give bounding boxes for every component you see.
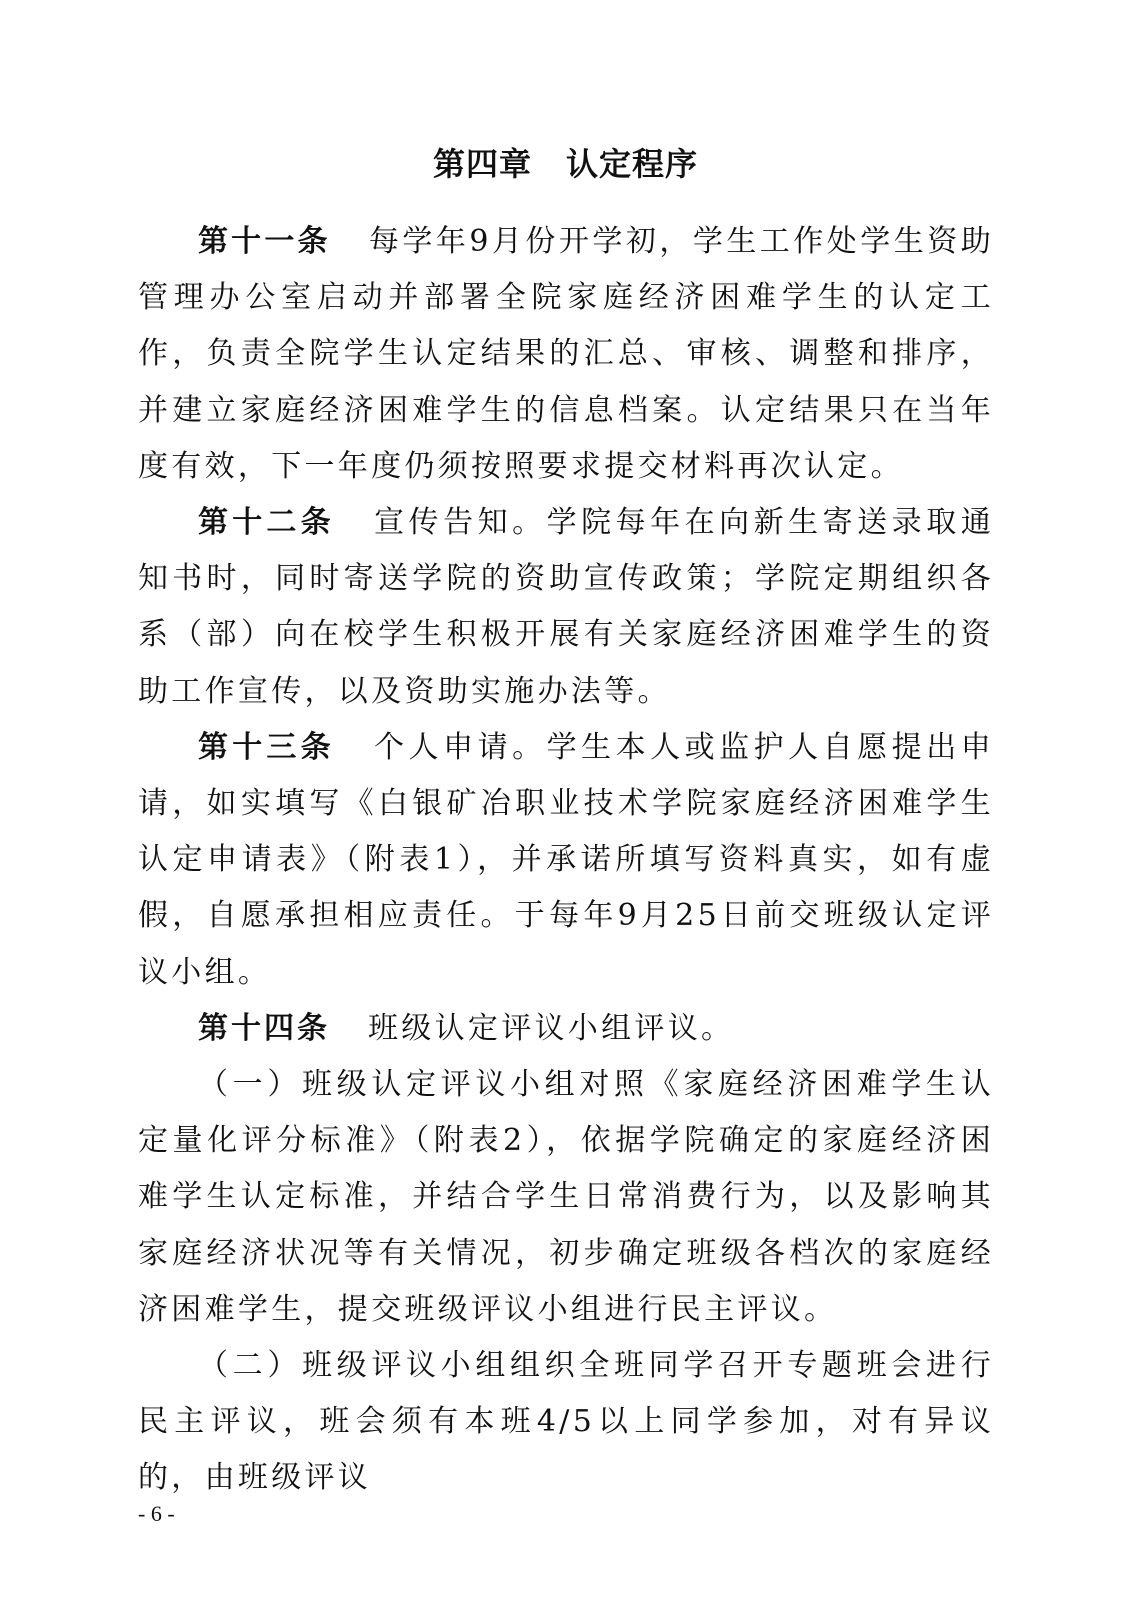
- article-13: [138, 720, 994, 1001]
- chapter-name: 认定程序: [566, 145, 699, 183]
- article-text: 每学年9月份开学初，学生工作处学生资助管理办公室启动并部署全院家庭经济困难学生的认定工作，负责全院学生认定结果的汇总、审核、调整和排序，并建立家庭经济困难学生的信息档案。认定结果只在当年度有效，下一年度仍须按照要求提交材料再次认定。: [138, 224, 994, 484]
- clause-paragraph: （二）班级评议小组组织全班同学召开专题班会进行民主评议，班会须有本班4/5以上同学参加，对有异议的，由班级评议: [138, 1348, 994, 1496]
- article-12: [138, 495, 994, 720]
- document-body: [138, 214, 994, 1507]
- chapter-number: 第四章: [432, 145, 532, 183]
- article-14: [138, 1001, 994, 1057]
- page-number: - 6 -: [138, 1501, 175, 1526]
- article-label: 第十四条: [198, 1010, 330, 1046]
- article-label: 第十一条: [198, 224, 331, 259]
- article-label: 第十二条: [198, 505, 335, 541]
- article-text: 宣传告知。学院每年在向新生寄送录取通知书时，同时寄送学院的资助宣传政策；学院定期组织各系（部）向在校学生积极开展有关家庭经济困难学生的资助工作宣传，以及资助实施办法等。: [138, 505, 995, 709]
- chapter-title: [0, 142, 1131, 186]
- article-text: 班级认定评议小组评议。: [368, 1010, 735, 1046]
- article-11: [138, 214, 994, 495]
- article-text: 个人申请。学生本人或监护人自愿提出申请，如实填写《白银矿冶职业技术学院家庭经济困难学生认定申请表》（附表1），并承诺所填写资料真实，如有虚假，自愿承担相应责任。于每年9月25日前交班级认定评议小组。: [138, 729, 995, 990]
- clause-paragraph: （一）班级认定评议小组对照《家庭经济困难学生认定量化评分标准》（附表2），依据学院确定的家庭经济困难学生认定标准，并结合学生日常消费行为，以及影响其家庭经济状况等有关情况，初步确定班级各档次的家庭经济困难学生，提交班级评议小组进行民主评议。: [138, 1067, 994, 1327]
- article-label: 第十三条: [198, 729, 335, 765]
